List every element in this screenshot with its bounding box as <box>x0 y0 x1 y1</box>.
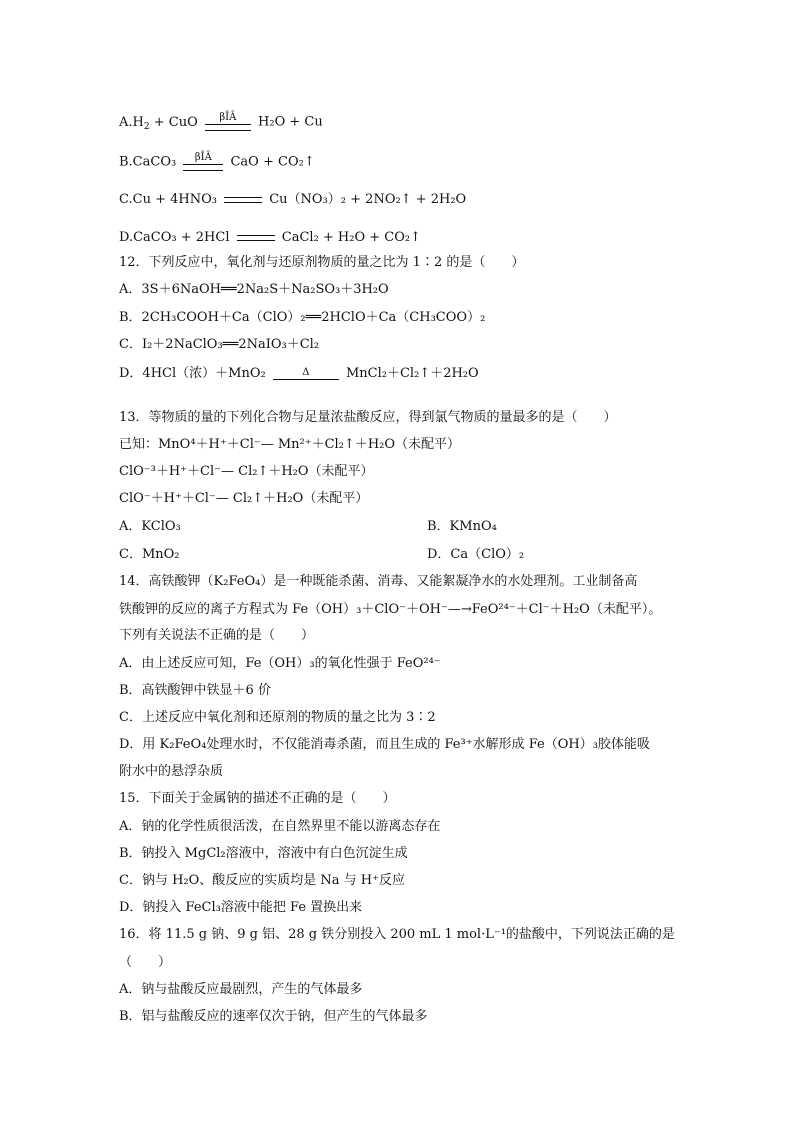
q12-option-b: B．2CH₃COOH＋Ca（ClO）₂══2HClO＋Ca（CH₃COO）₂ <box>119 310 486 325</box>
q11-option-a <box>119 113 754 136</box>
q12-option-c: C．I₂＋2NaClO₃══2NaIO₃＋Cl₂ <box>119 337 320 352</box>
q14-option-a: A．由上述反应可知，Fe（OH）₃的氧化性强于 FeO²⁴⁻ <box>119 656 441 671</box>
q15-option-b: B．钠投入 MgCl₂溶液中，溶液中有白色沉淀生成 <box>119 846 408 861</box>
q13-options-row-1 <box>119 518 754 536</box>
q15-stem: 15．下面关于金属钠的描述不正确的是（ ） <box>119 791 396 806</box>
q11-option-d <box>119 229 754 247</box>
q11-b-equals-heat <box>183 153 223 171</box>
q11-b-condition: βÎÂ <box>194 152 212 163</box>
q13-known-2: ClO⁻³＋H⁺＋Cl⁻— Cl₂↑＋H₂O（未配平） <box>119 464 374 479</box>
q11-d-right: CaCl₂ + H₂O + CO₂↑ <box>281 230 422 245</box>
q16-stem-line-1: 16．将 11.5 g 钠、9 g 铝、28 g 铁分别投入 200 mL 1 mol·L⁻¹的盐酸中，下列说法正确的是 <box>119 927 675 942</box>
q11-option-b <box>119 153 754 172</box>
q11-d-left: D.CaCO₃ + 2HCl <box>119 230 230 245</box>
q11-a-condition: βÎÂ <box>219 112 237 123</box>
q16-option-a: A．钠与盐酸反应最剧烈，产生的气体最多 <box>119 982 363 997</box>
q13-options-row-2 <box>119 546 754 564</box>
q11-b-left: B.CaCO₃ <box>119 154 177 170</box>
q11-a-left: $A.H_2$ + CuO <box>119 114 198 132</box>
q13-option-c: C．MnO₂ <box>119 547 180 562</box>
q14-option-c: C．上述反应中氧化剂和还原剂的物质的量之比为 3∶2 <box>119 710 436 725</box>
q12-d-equals-heat <box>273 368 339 380</box>
q15-option-d: D．钠投入 FeCl₃溶液中能把 Fe 置换出来 <box>119 900 363 915</box>
q12-d-condition: Δ <box>302 366 310 378</box>
q13-known-1: 已知：MnO⁴＋H⁺＋Cl⁻— Mn²⁺＋Cl₂↑＋H₂O（未配平） <box>119 437 461 452</box>
q16-option-b: B．铝与盐酸反应的速率仅次于钠，但产生的气体最多 <box>119 1009 428 1024</box>
q13-stem: 13．等物质的量的下列化合物与足量浓盐酸反应，得到氯气物质的量最多的是（ ） <box>119 410 617 425</box>
q16-stem-line-2: （ ） <box>119 955 172 970</box>
q12-option-d <box>119 365 754 383</box>
q13-known-3: ClO⁻＋H⁺＋Cl⁻— Cl₂↑＋H₂O（未配平） <box>119 491 369 506</box>
q12-stem: 12．下列反应中，氧化剂与还原剂物质的量之比为 1∶2 的是（ ） <box>119 255 525 270</box>
q15-option-c: C．钠与 H₂O、酸反应的实质均是 Na 与 H⁺反应 <box>119 873 406 888</box>
q15-option-a: A．钠的化学性质很活泼，在自然界里不能以游离态存在 <box>119 819 441 834</box>
q14-option-b: B．高铁酸钾中铁显＋6 价 <box>119 683 271 698</box>
q11-c-left: C.Cu + 4HNO₃ <box>119 192 217 207</box>
q14-option-d-line-1: D．用 K₂FeO₄处理水时，不仅能消毒杀菌，而且生成的 Fe³⁺水解形成 Fe（OH）₃胶体能吸 <box>119 737 650 752</box>
q11-b-right: CaO + CO₂↑ <box>230 154 315 170</box>
q13-option-a: A．KClO₃ <box>119 519 181 534</box>
q12-d-left: D．4HCl（浓）＋MnO₂ <box>119 366 266 381</box>
q11-a-equals-heat <box>205 113 251 131</box>
q11-option-c <box>119 191 754 209</box>
q13-option-d: D．Ca（ClO）₂ <box>427 547 525 562</box>
q12-option-a: A．3S＋6NaOH══2Na₂S＋Na₂SO₃＋3H₂O <box>119 282 389 297</box>
q12-d-right: MnCl₂＋Cl₂↑＋2H₂O <box>345 366 479 381</box>
q14-stem-line-3: 下列有关说法不正确的是（ ） <box>119 628 315 643</box>
q11-d-equals <box>237 235 275 241</box>
q14-stem-line-2: 铁酸钾的反应的离子方程式为 Fe（OH）₃＋ClO⁻＋OH⁻—→FeO²⁴⁻＋Cl⁻＋H₂O（未配平）。 <box>119 602 662 617</box>
q14-stem-line-1: 14．高铁酸钾（K₂FeO₄）是一种既能杀菌、消毒、又能絮凝净水的水处理剂。工业制备高 <box>119 574 638 589</box>
q11-a-right: H₂O + Cu <box>258 114 323 130</box>
q13-option-b: B．KMnO₄ <box>427 519 497 534</box>
q11-c-equals <box>224 197 262 203</box>
q11-c-right: Cu（NO₃）₂ + 2NO₂↑ + 2H₂O <box>269 192 467 207</box>
q14-option-d-line-2: 附水中的悬浮杂质 <box>119 764 224 779</box>
